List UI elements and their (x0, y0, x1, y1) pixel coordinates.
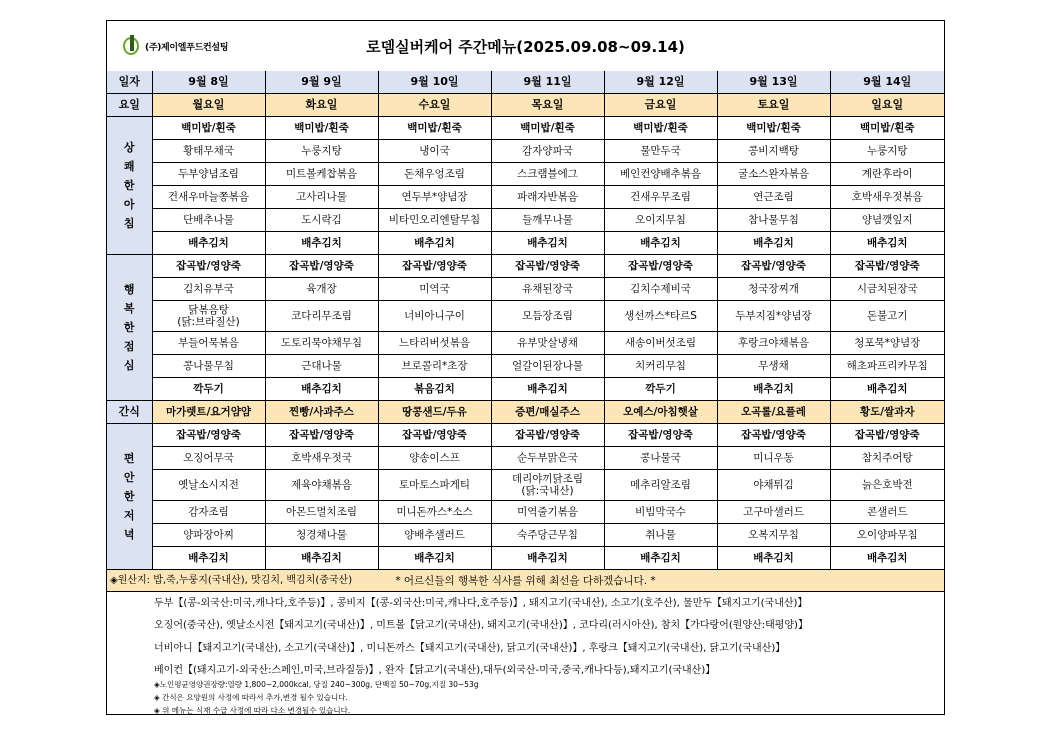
breakfast-menu-item: 계란후라이 (830, 163, 944, 186)
dinner-menu-item: 옛날소시지전 (152, 470, 265, 501)
breakfast-menu-item: 두부양념조림 (152, 163, 265, 186)
dinner-menu-item: 고구마샐러드 (717, 501, 830, 524)
lunch-menu-item: 미역국 (378, 278, 491, 301)
dinner-menu-item: 양배추샐러드 (378, 524, 491, 547)
lunch-menu-item: 깍두기 (604, 378, 717, 401)
lunch-menu-item: 배추김치 (265, 378, 378, 401)
date-cell: 9월 8일 (152, 71, 265, 94)
dinner-menu-item: 콩나물국 (604, 447, 717, 470)
dinner-menu-item: 숙주당근무침 (491, 524, 604, 547)
lunch-menu-item: 해초파프리카무침 (830, 355, 944, 378)
lunch-menu-item: 모듬장조림 (491, 301, 604, 332)
lunch-menu-item: 얼갈이된장나물 (491, 355, 604, 378)
snack-item: 땅콩샌드/두유 (378, 401, 491, 424)
breakfast-menu-item: 백미밥/흰죽 (830, 117, 944, 140)
dinner-menu-item: 감자조림 (152, 501, 265, 524)
breakfast-menu-item: 베인컨양배추볶음 (604, 163, 717, 186)
dinner-menu-item: 데리야끼닭조림 (닭:국내산) (491, 470, 604, 501)
dinner-menu-item: 메추리알조림 (604, 470, 717, 501)
lunch-menu-item: 느타리버섯볶음 (378, 332, 491, 355)
dinner-menu-item: 토마토스파게티 (378, 470, 491, 501)
date-cell: 9월 14일 (830, 71, 944, 94)
breakfast-menu-item: 건새우마늘쫑볶음 (152, 186, 265, 209)
lunch-menu-item: 잡곡밥/영양죽 (378, 255, 491, 278)
dinner-menu-item: 잡곡밥/영양죽 (830, 424, 944, 447)
breakfast-menu-item: 오이지무침 (604, 209, 717, 232)
lunch-menu-item: 볶음김치 (378, 378, 491, 401)
breakfast-menu-item: 백미밥/흰죽 (717, 117, 830, 140)
dinner-menu-item: 양파장아찌 (152, 524, 265, 547)
nutrition-note: ◈노인평균영양권장량:열량 1,800~2,000kcal, 당질 240~300g, 단백질 50~70g,지질 30~53g (154, 680, 479, 689)
breakfast-menu-item: 연두부*양념장 (378, 186, 491, 209)
dinner-menu-item: 배추김치 (378, 547, 491, 570)
dinner-menu-item: 순두부맑은국 (491, 447, 604, 470)
snack-item: 오곡롤/요플레 (717, 401, 830, 424)
weekly-menu-table (107, 71, 944, 592)
dinner-menu-item: 양송이스프 (378, 447, 491, 470)
breakfast-menu-item: 파래자반볶음 (491, 186, 604, 209)
lunch-menu-item: 부들어묵볶음 (152, 332, 265, 355)
dinner-menu-item: 잡곡밥/영양죽 (378, 424, 491, 447)
date-label: 일자 (107, 71, 152, 94)
lunch-menu-item: 잡곡밥/영양죽 (265, 255, 378, 278)
breakfast-menu-item: 백미밥/흰죽 (378, 117, 491, 140)
lunch-menu-item: 닭볶음탕 (닭:브라질산) (152, 301, 265, 332)
weekday-cell: 일요일 (830, 94, 944, 117)
dinner-menu-item: 잡곡밥/영양죽 (152, 424, 265, 447)
snack-item: 오예스/아침햇살 (604, 401, 717, 424)
weekday-cell: 금요일 (604, 94, 717, 117)
weekday-label: 요일 (107, 94, 152, 117)
breakfast-menu-item: 황태무채국 (152, 140, 265, 163)
header (107, 21, 944, 72)
dinner-menu-item: 배추김치 (717, 547, 830, 570)
origin-line: 너비아니【돼지고기(국내산), 소고기(국내산)】, 미니돈까스【돼지고기(국내산), 닭고기(국내산)】, 후랑크【돼지고기(국내산), 닭고기(국내산)】 (154, 643, 786, 654)
origin-line: 오징어(중국산), 옛날소시전【돼지고기(국내산)】, 미트볼【닭고기(국내산), 돼지고기(국내산)】, 코다리(러시아산), 참치【가다랑어(원양산:태평양)】 (154, 620, 808, 631)
lunch-menu-item: 도토리묵야채무침 (265, 332, 378, 355)
breakfast-menu-item: 물만두국 (604, 140, 717, 163)
lunch-menu-item: 브로콜리*초장 (378, 355, 491, 378)
snack-label: 간식 (107, 401, 152, 424)
date-cell: 9월 12일 (604, 71, 717, 94)
dinner-menu-item: 취나물 (604, 524, 717, 547)
weekday-cell: 수요일 (378, 94, 491, 117)
lunch-menu-item: 잡곡밥/영양죽 (491, 255, 604, 278)
breakfast-menu-item: 누룽지탕 (830, 140, 944, 163)
lunch-menu-item: 유부맛살냉채 (491, 332, 604, 355)
lunch-menu-item: 생선까스*타르S (604, 301, 717, 332)
dinner-menu-item: 미니돈까스*소스 (378, 501, 491, 524)
breakfast-menu-item: 감자양파국 (491, 140, 604, 163)
dinner-menu-item: 미니우동 (717, 447, 830, 470)
breakfast-menu-item: 백미밥/흰죽 (604, 117, 717, 140)
breakfast-menu-item: 배추김치 (717, 232, 830, 255)
breakfast-menu-item: 참나물무침 (717, 209, 830, 232)
lunch-menu-item: 코다리무조림 (265, 301, 378, 332)
dinner-menu-item: 호박새우젓국 (265, 447, 378, 470)
dinner-menu-item: 야채튀김 (717, 470, 830, 501)
dinner-menu-item: 비빔막국수 (604, 501, 717, 524)
lunch-menu-item: 배추김치 (491, 378, 604, 401)
lunch-menu-item: 두부지짐*양념장 (717, 301, 830, 332)
breakfast-menu-item: 스크램블에그 (491, 163, 604, 186)
breakfast-menu-item: 배추김치 (265, 232, 378, 255)
lunch-menu-item: 잡곡밥/영양죽 (717, 255, 830, 278)
breakfast-menu-item: 누룽지탕 (265, 140, 378, 163)
lunch-menu-item: 무생채 (717, 355, 830, 378)
weekday-cell: 토요일 (717, 94, 830, 117)
breakfast-menu-item: 배추김치 (604, 232, 717, 255)
lunch-menu-item: 잡곡밥/영양죽 (604, 255, 717, 278)
lunch-menu-item: 깍두기 (152, 378, 265, 401)
origin-line: 베이컨【(돼지고기-외국산:스페인,미국,브라질등)】, 완자【닭고기(국내산),대두(외국산-미국,중국,캐나다등),돼지고기(국내산)】 (154, 665, 716, 676)
date-cell: 9월 13일 (717, 71, 830, 94)
dinner-menu-item: 아몬드멸치조림 (265, 501, 378, 524)
lunch-menu-item: 잡곡밥/영양죽 (830, 255, 944, 278)
breakfast-menu-item: 굴소스완자볶음 (717, 163, 830, 186)
weekday-cell: 화요일 (265, 94, 378, 117)
lunch-menu-item: 청포묵*양념장 (830, 332, 944, 355)
lunch-menu-item: 배추김치 (717, 378, 830, 401)
breakfast-menu-item: 미트볼케찹볶음 (265, 163, 378, 186)
breakfast-menu-item: 고사리나물 (265, 186, 378, 209)
date-cell: 9월 9일 (265, 71, 378, 94)
breakfast-menu-item: 돈채우엉조림 (378, 163, 491, 186)
lunch-menu-item: 너비아니구이 (378, 301, 491, 332)
dinner-menu-item: 제육야채볶음 (265, 470, 378, 501)
dinner-label: 편 안 한 저 녁 (107, 424, 152, 570)
lunch-menu-item: 치커리무침 (604, 355, 717, 378)
lunch-menu-item: 육개장 (265, 278, 378, 301)
snack-note: ◈ 간식은 요양원의 사정에 따라서 추가,변경 될수 있습니다. (154, 693, 348, 702)
snack-item: 황도/쌀과자 (830, 401, 944, 424)
lunch-menu-item: 근대나물 (265, 355, 378, 378)
lunch-menu-item: 청국장찌개 (717, 278, 830, 301)
breakfast-menu-item: 백미밥/흰죽 (152, 117, 265, 140)
dinner-menu-item: 잡곡밥/영양죽 (265, 424, 378, 447)
lunch-menu-item: 돈불고기 (830, 301, 944, 332)
breakfast-menu-item: 콩비지백탕 (717, 140, 830, 163)
dinner-menu-item: 배추김치 (152, 547, 265, 570)
lunch-menu-item: 김치유부국 (152, 278, 265, 301)
dinner-menu-item: 잡곡밥/영양죽 (491, 424, 604, 447)
dinner-menu-item: 콘샐러드 (830, 501, 944, 524)
dinner-menu-item: 배추김치 (830, 547, 944, 570)
dinner-menu-item: 참치주어탕 (830, 447, 944, 470)
breakfast-menu-item: 배추김치 (830, 232, 944, 255)
dinner-menu-item: 늙은호박전 (830, 470, 944, 501)
origin-line: 두부【(콩-외국산:미국,캐나다,호주등)】, 콩비지【(콩-외국산:미국,캐나다,호주등)】, 돼지고기(국내산), 소고기(호주산), 물만두【돼지고기(국내산)】 (154, 598, 808, 609)
dinner-menu-item: 잡곡밥/영양죽 (604, 424, 717, 447)
lunch-menu-item: 배추김치 (830, 378, 944, 401)
lunch-menu-item: 콩나물무침 (152, 355, 265, 378)
breakfast-menu-item: 들깨무나물 (491, 209, 604, 232)
breakfast-menu-item: 백미밥/흰죽 (265, 117, 378, 140)
dinner-menu-item: 배추김치 (604, 547, 717, 570)
company-name: (주)제이엘푸드컨설팅 (145, 42, 229, 53)
weekday-cell: 목요일 (491, 94, 604, 117)
lunch-menu-item: 후랑크야채볶음 (717, 332, 830, 355)
breakfast-menu-item: 양념깻잎지 (830, 209, 944, 232)
menu-sheet (106, 20, 945, 715)
dinner-menu-item: 오징어무국 (152, 447, 265, 470)
breakfast-menu-item: 비타민오리엔탈무침 (378, 209, 491, 232)
dinner-menu-item: 오복지무침 (717, 524, 830, 547)
lunch-menu-item: 잡곡밥/영양죽 (152, 255, 265, 278)
snack-item: 증편/매실주스 (491, 401, 604, 424)
origin-line: ◈원산지: 밥,죽,누룽지(국내산), 맛김치, 백김치(중국산) (110, 575, 353, 586)
closing-message: * 어르신들의 행복한 식사를 위해 최선을 다하겠습니다. * (107, 570, 944, 592)
breakfast-menu-item: 건새우무조림 (604, 186, 717, 209)
breakfast-menu-item: 배추김치 (491, 232, 604, 255)
dinner-menu-item: 청경채나물 (265, 524, 378, 547)
breakfast-menu-item: 호박새우젓볶음 (830, 186, 944, 209)
date-cell: 9월 10일 (378, 71, 491, 94)
lunch-label: 행 복 한 점 심 (107, 255, 152, 401)
breakfast-menu-item: 배추김치 (378, 232, 491, 255)
breakfast-menu-item: 냉이국 (378, 140, 491, 163)
snack-item: 마가렛트/요거얌얌 (152, 401, 265, 424)
breakfast-label: 상 쾌 한 아 침 (107, 117, 152, 255)
breakfast-menu-item: 배추김치 (152, 232, 265, 255)
dinner-menu-item: 배추김치 (265, 547, 378, 570)
change-note: ◈ 위 메뉴는 식재 수급 사정에 따라 다소 변경될수 있습니다. (154, 706, 351, 715)
breakfast-menu-item: 백미밥/흰죽 (491, 117, 604, 140)
lunch-menu-item: 유채된장국 (491, 278, 604, 301)
page-title: 로뎀실버케어 주간메뉴(2025.09.08~09.14) (366, 38, 685, 56)
dinner-menu-item: 잡곡밥/영양죽 (717, 424, 830, 447)
breakfast-menu-item: 연근조림 (717, 186, 830, 209)
date-cell: 9월 11일 (491, 71, 604, 94)
lunch-menu-item: 새송이버섯조림 (604, 332, 717, 355)
lunch-menu-item: 시금치된장국 (830, 278, 944, 301)
breakfast-menu-item: 도시락김 (265, 209, 378, 232)
breakfast-menu-item: 단배추나물 (152, 209, 265, 232)
snack-item: 찐빵/사과주스 (265, 401, 378, 424)
dinner-menu-item: 오이양파무침 (830, 524, 944, 547)
dinner-menu-item: 배추김치 (491, 547, 604, 570)
lunch-menu-item: 김치수제비국 (604, 278, 717, 301)
weekday-cell: 월요일 (152, 94, 265, 117)
dinner-menu-item: 미역줄기볶음 (491, 501, 604, 524)
